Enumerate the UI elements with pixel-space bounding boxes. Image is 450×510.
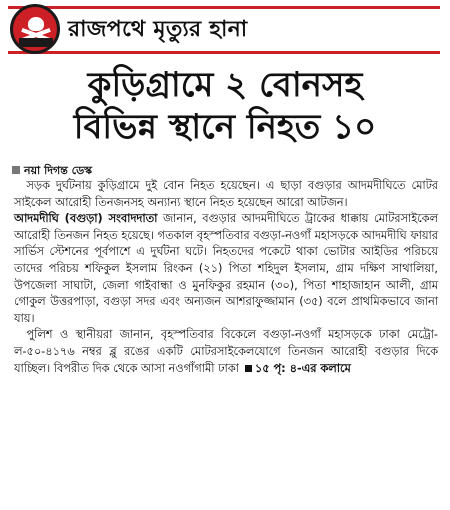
section-title: রাজপথে মৃত্যুর হানা xyxy=(68,17,248,42)
skull-shape xyxy=(28,17,44,31)
paragraph-2 xyxy=(14,211,438,327)
desk-name: নয়া দিগন্ত ডেস্ক xyxy=(24,164,93,177)
logo-tag xyxy=(19,38,53,47)
article-headline xyxy=(8,64,442,148)
article-body xyxy=(14,178,438,377)
bullet-square-icon xyxy=(12,166,20,174)
correspondent-lead: আদমদীঘি (বগুড়া) সংবাদদাতা xyxy=(14,212,158,226)
jump-text: ১৫ পৃ: ৪-এর কলামে xyxy=(254,361,351,375)
paragraph-1: সড়ক দুর্ঘটনায় কুড়িগ্রামে দুই বোন নিহত হয়েছেন। এ ছাড়া বগুড়ার আদমদীঘিতে মোটর সাইকেল আরোহী তিনজনসহ অন্যান্য স্থানে নিহত হয়েছেন আরো আটজন। xyxy=(14,179,438,209)
paragraph-3-text: পুলিশ ও স্থানীয়রা জানান, বৃহস্পতিবার বিকেলে বগুড়া-নওগাঁ মহাসড়কে ঢাকা মেট্রো-ল-৫০-৪১৭৬ নম্বর ব্লু রঙের একটি মোটরসাইকেলযোগে তিনজন আরোহী বগুড়ার দিকে যাচ্ছিল। বিপরীত দিক থেকে আসা নওগাঁগামী ঢাকা xyxy=(14,328,438,375)
jump-square-icon xyxy=(245,365,252,372)
paragraph-2-text: জানান, বগুড়ার আদমদীঘিতে ট্রাকের ধাক্কায় মোটরসাইকেল আরোহী তিনজন নিহত হয়েছে। গতকাল বৃহস্পতিবার বগুড়া-নওগাঁ মহাসড়কে আদমদীঘি ফায়ার সার্ভিস স্টেশনের পূর্বপাশে এ দুর্ঘটনা ঘটে। নিহতদের পকেটে থাকা ভোটার আইডির পরিচয়ে তাদের পরিচয় শফিকুল ইসলাম রিংকন (২১) পিতা শহিদুল ইসলাম, গ্রাম দক্ষিণ সাথালিয়া, উপজেলা সাঘাটা, জেলা গাইবান্ধা ও মুনফিকুর রহমান (৩০), পিতা শাহাজাহান আলী, গ্রাম গোকুল উত্তরপাড়া, বগুড়া সদর এবং অন্যজন আশরাফুজ্জামান (৩৫) বলে প্রাথমিকভাবে জানা যায়। xyxy=(14,212,438,325)
continued-jump[interactable] xyxy=(239,362,351,375)
headline-line-1: কুড়িগ্রামে ২ বোনসহ xyxy=(87,65,363,105)
paragraph-3 xyxy=(14,327,438,377)
headline-line-2: বিভিন্ন স্থানে নিহত ১০ xyxy=(73,107,377,147)
skull-crossbones-icon xyxy=(10,4,60,54)
